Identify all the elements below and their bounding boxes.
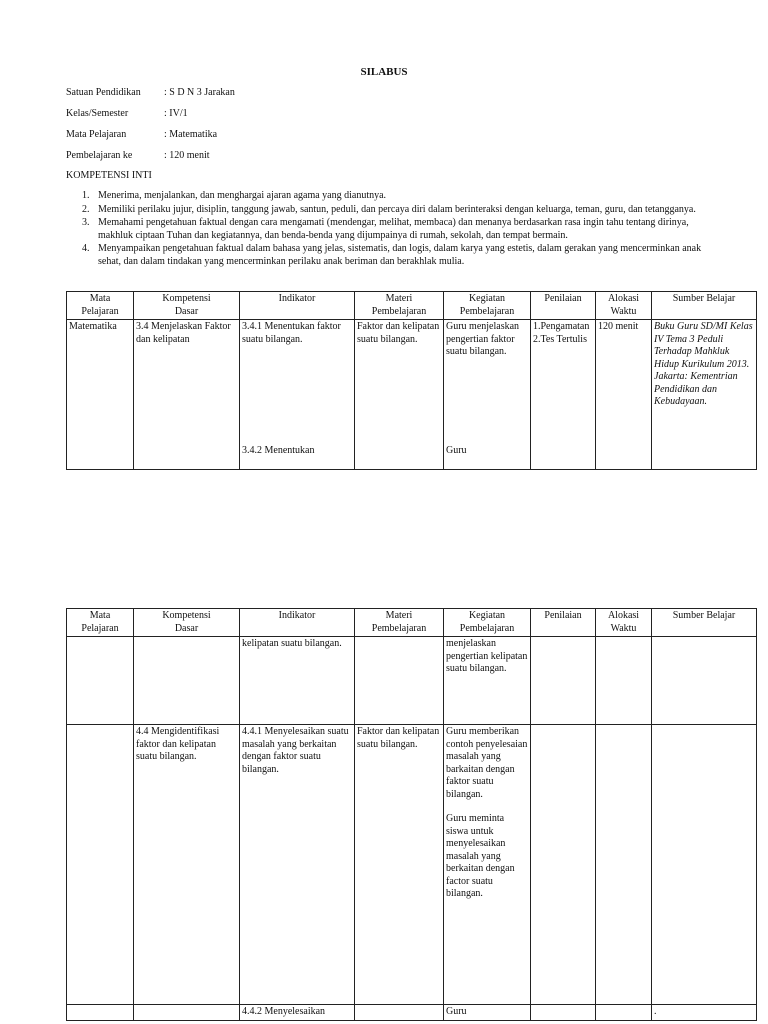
cell-alokasi: 120 menit (596, 320, 652, 470)
cell-mata (67, 1005, 134, 1021)
header-alokasi: Alokasi Waktu (596, 609, 652, 637)
header-penilaian: Penilaian (531, 292, 596, 320)
table-header-row (67, 292, 757, 320)
document-title: SILABUS (360, 66, 408, 78)
meta-key: Satuan Pendidikan (66, 87, 141, 98)
header-kompetensi-dasar: Kompetensi Dasar (134, 292, 240, 320)
header-materi: Materi Pembelajaran (355, 292, 444, 320)
cell-mata (67, 637, 134, 725)
header-indikator: Indikator (240, 609, 355, 637)
table-row (67, 637, 757, 725)
meta-value: : IV/1 (164, 108, 188, 119)
header-mata-pelajaran: Mata Pelajaran (67, 609, 134, 637)
header-sumber: Sumber Belajar (652, 292, 757, 320)
table-header-row (67, 609, 757, 637)
cell-kd: 4.4 Mengidentifikasi faktor dan kelipatan suatu bilangan. (134, 725, 240, 1005)
cell-indikator: 3.4.1 Menentukan faktor suatu bilangan. 3.4.2 Menentukan (240, 320, 355, 470)
ki-item: 3. Memahami pengetahuan faktual dengan cara mengamati (mendengar, melihat, membaca) dan menanya berdasarkan rasa ingin tahu tentang dirinya, makhluk ciptaan Tuhan dan kegiatannya, dan benda-benda yang dijumpainya di rumah, sekolah, dan tempat bermain. (82, 217, 689, 241)
cell-alokasi (596, 637, 652, 725)
cell-penilaian (531, 725, 596, 1005)
cell-kegiatan: menjelaskan pengertian kelipatan suatu bilangan. (444, 637, 531, 725)
cell-sumber: Buku Guru SD/MI Kelas IV Tema 3 Peduli Terhadap Mahkluk Hidup Kurikulum 2013. Jakarta: Kementrian Pendidikan dan Kebudayaan. (652, 320, 757, 470)
table-row (67, 320, 757, 470)
header-alokasi: Alokasi Waktu (596, 292, 652, 320)
table-row (67, 1005, 757, 1021)
header-penilaian: Penilaian (531, 609, 596, 637)
header-kompetensi-dasar: Kompetensi Dasar (134, 609, 240, 637)
cell-materi: Faktor dan kelipatan suatu bilangan. (355, 320, 444, 470)
cell-mata (67, 725, 134, 1005)
header-kegiatan: Kegiatan Pembelajaran (444, 609, 531, 637)
cell-kegiatan: Guru memberikan contoh penyelesaian masalah yang barkaitan dengan faktor suatu bilangan. Guru meminta siswa untuk menyelesaikan masalah yang berkaitan dengan factor suatu bilangan. (444, 725, 531, 1005)
ki-item: 2. Memiliki perilaku jujur, disiplin, tanggung jawab, santun, peduli, dan percaya diri dalam berinteraksi dengan keluarga, teman, guru, dan tetangganya. (82, 203, 696, 215)
cell-indikator: 4.4.2 Menyelesaikan (240, 1005, 355, 1021)
meta-key: Mata Pelajaran (66, 129, 127, 140)
cell-indikator: kelipatan suatu bilangan. (240, 637, 355, 725)
header-indikator: Indikator (240, 292, 355, 320)
meta-key: Kelas/Semester (66, 108, 129, 119)
cell-penilaian: 1.Pengamatan 2.Tes Tertulis (531, 320, 596, 470)
cell-materi (355, 637, 444, 725)
cell-penilaian (531, 637, 596, 725)
header-materi: Materi Pembelajaran (355, 609, 444, 637)
cell-indikator: 4.4.1 Menyelesaikan suatu masalah yang berkaitan dengan faktor suatu bilangan. (240, 725, 355, 1005)
cell-kegiatan: Guru (444, 1005, 531, 1021)
cell-sumber (652, 725, 757, 1005)
meta-value: : 120 menit (164, 150, 210, 161)
cell-kd (134, 1005, 240, 1021)
header-kegiatan: Kegiatan Pembelajaran (444, 292, 531, 320)
cell-kegiatan: Guru menjelaskan pengertian faktor suatu bilangan. Guru (444, 320, 531, 470)
ki-item: 1. Menerima, menjalankan, dan menghargai ajaran agama yang dianutnya. (82, 190, 387, 201)
ki-item: 4. Menyampaikan pengetahuan faktual dalam bahasa yang jelas, sistematis, dan logis, dalam karya yang estetis, dalam gerakan yang mencerminkan anak sehat, dan dalam tindakan yang mencerminkan perilaku anak beriman dan berakhlak mulia. (82, 243, 702, 267)
silabus-table-1 (66, 291, 757, 470)
cell-sumber: . (652, 1005, 757, 1021)
cell-alokasi (596, 725, 652, 1005)
ki-list (82, 190, 712, 269)
cell-alokasi (596, 1005, 652, 1021)
cell-mata: Matematika (67, 320, 134, 470)
cell-materi (355, 1005, 444, 1021)
cell-kd: 3.4 Menjelaskan Faktor dan kelipatan (134, 320, 240, 470)
meta-key: Pembelajaran ke (66, 150, 133, 161)
cell-penilaian (531, 1005, 596, 1021)
cell-kd (134, 637, 240, 725)
header-mata-pelajaran: Mata Pelajaran (67, 292, 134, 320)
meta-value: : S D N 3 Jarakan (164, 87, 235, 98)
cell-sumber (652, 637, 757, 725)
meta-value: : Matematika (164, 129, 218, 140)
ki-heading: KOMPETENSI INTI (66, 170, 152, 181)
header-sumber: Sumber Belajar (652, 609, 757, 637)
table-row (67, 725, 757, 1005)
cell-materi: Faktor dan kelipatan suatu bilangan. (355, 725, 444, 1005)
silabus-table-2 (66, 608, 757, 1021)
